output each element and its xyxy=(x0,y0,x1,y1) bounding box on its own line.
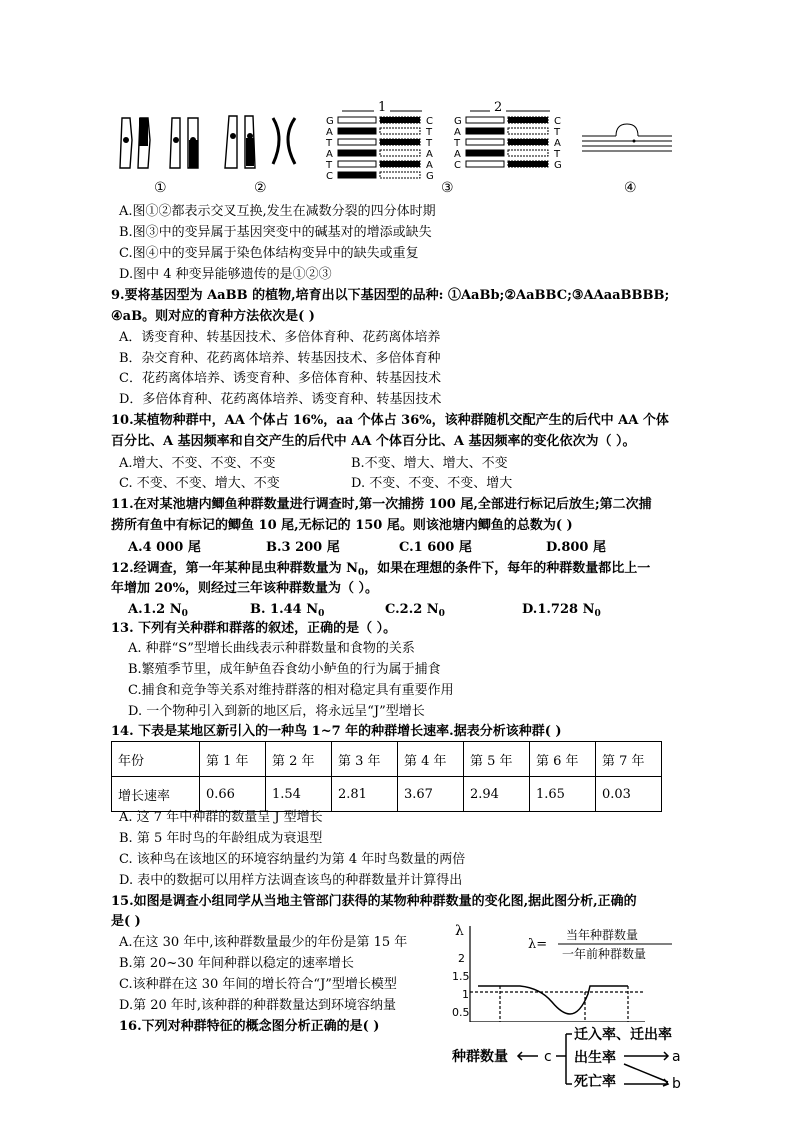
base-letter: A xyxy=(454,127,461,138)
base-bar xyxy=(338,150,376,156)
base-bar xyxy=(466,128,504,134)
q12-option-b-text: B. 1.44 N xyxy=(250,602,319,617)
dna2-number: 2 xyxy=(494,100,503,115)
graph-tick-1: 1 xyxy=(462,988,469,1001)
base-bar xyxy=(508,150,548,156)
table-cell: 年份 xyxy=(112,742,200,777)
q12-stem-line2: 年增加 20%，则经过三年该种群数量为（ ）。 xyxy=(111,581,378,596)
lambda-graph xyxy=(440,922,690,1022)
graph-ylabel: λ xyxy=(455,923,464,939)
q12-option-d-text: D.1.728 N xyxy=(522,602,595,617)
table-header-row xyxy=(112,742,662,777)
table-cell: 0.66 xyxy=(200,777,266,812)
table-cell: 第 6 年 xyxy=(530,742,596,777)
diagram-c: c xyxy=(544,1049,552,1065)
base-letter: A xyxy=(454,149,461,160)
table-row xyxy=(112,777,662,812)
q9-option-a: A．诱变育种、转基因技术、多倍体育种、花药离体培养 xyxy=(119,330,441,345)
q14-option-a: A. 这 7 年中种群的数量呈 J 型增长 xyxy=(119,810,323,825)
q11-stem-line1: 11.在对某池塘内鲫鱼种群数量进行调查时,第一次捕捞 100 尾,全部进行标记后放生;第二次捕 xyxy=(111,497,652,512)
base-bar xyxy=(338,117,376,123)
q11-option-a: A.4 000 尾 xyxy=(128,540,201,555)
base-letter: T xyxy=(454,138,461,149)
base-letter: G xyxy=(554,160,562,171)
chromosome-figure-2 xyxy=(215,108,305,172)
base-letter: A xyxy=(554,138,561,149)
q14-option-d: D. 表中的数据可以用样方法调查该鸟的种群数量并计算得出 xyxy=(119,873,463,888)
q12-stem-line1 xyxy=(111,560,650,582)
q12-option-c-sub: 0 xyxy=(438,609,445,619)
base-letter: A xyxy=(326,149,333,160)
table-cell: 0.03 xyxy=(596,777,662,812)
base-bar xyxy=(380,128,420,134)
dna-figure-1 xyxy=(324,100,444,180)
q11-option-d: D.800 尾 xyxy=(546,540,606,555)
base-letter: C xyxy=(426,116,433,127)
q8-option-d: D.图中 4 种变异能够遗传的是①②③ xyxy=(119,267,332,282)
table-cell: 3.67 xyxy=(398,777,464,812)
table-cell: 1.65 xyxy=(530,777,596,812)
population-concept-diagram xyxy=(450,1024,690,1094)
q12-option-a-text: A.1.2 N xyxy=(128,602,182,617)
table-cell: 第 2 年 xyxy=(266,742,332,777)
base-letter: T xyxy=(426,127,433,138)
base-bar xyxy=(508,128,548,134)
base-letter: C xyxy=(326,171,333,180)
q12-option-d-sub: 0 xyxy=(594,609,601,619)
q8-option-c: C.图④中的变异属于染色体结构变异中的缺失或重复 xyxy=(119,246,419,261)
q10-option-d: D. 不变、不变、不变、增大 xyxy=(351,476,513,491)
q10-stem-line1: 10.某植物种群中，AA 个体占 16%，aa 个体占 36%，该种群随机交配产生的后代中 AA 个体 xyxy=(111,413,669,428)
q8-option-b: B.图③中的变异属于基因突变中的碱基对的增添或缺失 xyxy=(119,225,432,240)
q10-option-a: A.增大、不变、不变、不变 xyxy=(119,456,276,471)
q13-stem: 13. 下列有关种群和群落的叙述，正确的是（ ）。 xyxy=(111,621,397,636)
q12-subscript: 0 xyxy=(358,568,365,578)
q9-option-b: B．杂交育种、花药离体培养、转基因技术、多倍体育种 xyxy=(119,351,441,366)
q13-option-b: B.繁殖季节里，成年鲈鱼吞食幼小鲈鱼的行为属于捕食 xyxy=(128,662,441,677)
fig-label-1: ① xyxy=(154,180,167,196)
table-cell: 增长速率 xyxy=(112,777,200,812)
q15-stem-line2: 是( ) xyxy=(111,914,141,929)
base-bar xyxy=(466,117,504,123)
graph-tick-0-5: 0.5 xyxy=(452,1006,470,1019)
q11-option-b: B.3 200 尾 xyxy=(266,540,340,555)
base-letter: A xyxy=(426,149,433,160)
diagram-migration: 迁入率、迁出率 xyxy=(574,1027,672,1043)
chromosome-figure-1 xyxy=(110,110,210,172)
formula-lhs: λ= xyxy=(528,937,548,952)
base-bar xyxy=(338,128,376,134)
base-letter: T xyxy=(326,160,333,171)
base-letter: T xyxy=(426,138,433,149)
q9-option-d: D．多倍体育种、花药离体培养、诱变育种、转基因技术 xyxy=(119,392,442,407)
base-letter: C xyxy=(454,160,461,171)
q13-option-d: D. 一个物种引入到新的地区后，将永远呈“J”型增长 xyxy=(128,704,425,719)
formula-denominator: 一年前种群数量 xyxy=(562,947,647,961)
base-bar xyxy=(508,161,548,167)
q12-stem-part2: ，如果在理想的条件下，每年的种群数量都比上一 xyxy=(364,561,651,576)
table-cell: 第 7 年 xyxy=(596,742,662,777)
diagram-death-rate: 死亡率 xyxy=(574,1074,616,1090)
diagram-a: a xyxy=(672,1049,681,1065)
base-bar xyxy=(380,161,420,167)
table-cell: 第 1 年 xyxy=(200,742,266,777)
table-cell: 第 5 年 xyxy=(464,742,530,777)
q15-option-a: A.在这 30 年中,该种群数量最少的年份是第 15 年 xyxy=(119,935,408,950)
dna-figure-2 xyxy=(452,100,572,180)
diagram-birth-rate: 出生率 xyxy=(574,1050,616,1066)
base-letter: T xyxy=(554,149,561,160)
q14-option-b: B. 第 5 年时鸟的年龄组成为衰退型 xyxy=(119,831,323,846)
q12-option-b-sub: 0 xyxy=(318,609,325,619)
table-cell: 第 4 年 xyxy=(398,742,464,777)
base-bar xyxy=(466,150,504,156)
table-cell: 2.81 xyxy=(332,777,398,812)
base-bar xyxy=(338,172,376,178)
q9-stem-line1: 9.要将基因型为 AaBB 的植物,培育出以下基因型的品种: ①AaBb;②AaBBC;③AAaaBBBB; xyxy=(111,288,670,303)
base-letter: G xyxy=(326,116,334,127)
q12-stem-part1: 12.经调查，第一年某种昆虫种群数量为 N xyxy=(111,561,359,576)
q15-option-d: D.第 20 年时,该种群的种群数量达到环境容纳量 xyxy=(119,998,397,1013)
q10-option-c: C. 不变、不变、增大、不变 xyxy=(119,476,280,491)
q12-option-a-sub: 0 xyxy=(181,609,188,619)
base-bar xyxy=(466,139,504,145)
base-bar xyxy=(466,161,504,167)
q12-option-c-text: C.2.2 N xyxy=(385,602,439,617)
base-bar xyxy=(380,172,420,178)
base-letter: A xyxy=(426,160,433,171)
base-bar xyxy=(380,139,420,145)
fig-label-4: ④ xyxy=(624,180,637,196)
q13-option-c: C.捕食和竞争等关系对维持群落的相对稳定具有重要作用 xyxy=(128,683,454,698)
base-letter: A xyxy=(326,127,333,138)
fig-label-2: ② xyxy=(254,180,267,196)
q14-stem: 14. 下表是某地区新引入的一种鸟 1~7 年的种群增长速率.据表分析该种群( ) xyxy=(111,724,562,739)
base-letter: T xyxy=(326,138,333,149)
base-bar xyxy=(338,139,376,145)
q11-stem-line2: 捞所有鱼中有标记的鲫鱼 10 尾,无标记的 150 尾。则该池塘内鲫鱼的总数为( ) xyxy=(111,518,573,533)
base-bar xyxy=(380,150,420,156)
dna1-number: 1 xyxy=(378,100,387,115)
diagram-b: b xyxy=(672,1076,681,1092)
chromosome-loop-figure-4 xyxy=(582,122,672,156)
q15-option-c: C.该种群在这 30 年间的增长符合“J”型增长模型 xyxy=(119,977,397,992)
base-letter: G xyxy=(454,116,462,127)
q16-stem: 16.下列对种群特征的概念图分析正确的是( ) xyxy=(119,1019,380,1034)
base-letter: G xyxy=(426,171,434,180)
q8-option-a: A.图①②都表示交叉互换,发生在减数分裂的四分体时期 xyxy=(119,204,436,219)
q10-stem-line2: 百分比、A 基因频率和自交产生的后代中 AA 个体百分比、A 基因频率的变化依次为（ ）。 xyxy=(111,434,636,449)
growth-rate-table xyxy=(111,741,662,812)
base-bar xyxy=(508,139,548,145)
formula-numerator: 当年种群数量 xyxy=(566,928,639,942)
fig-label-3: ③ xyxy=(441,180,454,196)
base-letter: C xyxy=(554,116,561,127)
table-cell: 1.54 xyxy=(266,777,332,812)
table-cell: 2.94 xyxy=(464,777,530,812)
q11-option-c: C.1 600 尾 xyxy=(399,540,472,555)
base-bar xyxy=(508,117,548,123)
q9-stem-line2: ④aB。则对应的育种方法依次是( ) xyxy=(111,309,315,324)
q12-option-d xyxy=(522,601,601,623)
base-bar xyxy=(338,161,376,167)
q15-option-b: B.第 20~30 年间种群以稳定的速率增长 xyxy=(119,956,354,971)
graph-tick-2: 2 xyxy=(458,952,465,965)
q13-option-a: A. 种群“S”型增长曲线表示种群数量和食物的关系 xyxy=(128,641,415,656)
q9-option-c: C．花药离体培养、诱变育种、多倍体育种、转基因技术 xyxy=(119,371,441,386)
q10-option-b: B.不变、增大、增大、不变 xyxy=(351,456,508,471)
q14-option-c: C. 该种鸟在该地区的环境容纳量约为第 4 年时鸟数量的两倍 xyxy=(119,852,466,867)
table-cell: 第 3 年 xyxy=(332,742,398,777)
base-bar xyxy=(380,117,420,123)
diagram-main: 种群数量 xyxy=(452,1049,508,1065)
graph-tick-1-5: 1.5 xyxy=(452,970,470,983)
base-letter: T xyxy=(554,127,561,138)
q15-stem-line1: 15.如图是调查小组同学从当地主管部门获得的某物种种群数量的变化图,据此图分析,正确的 xyxy=(111,894,637,909)
